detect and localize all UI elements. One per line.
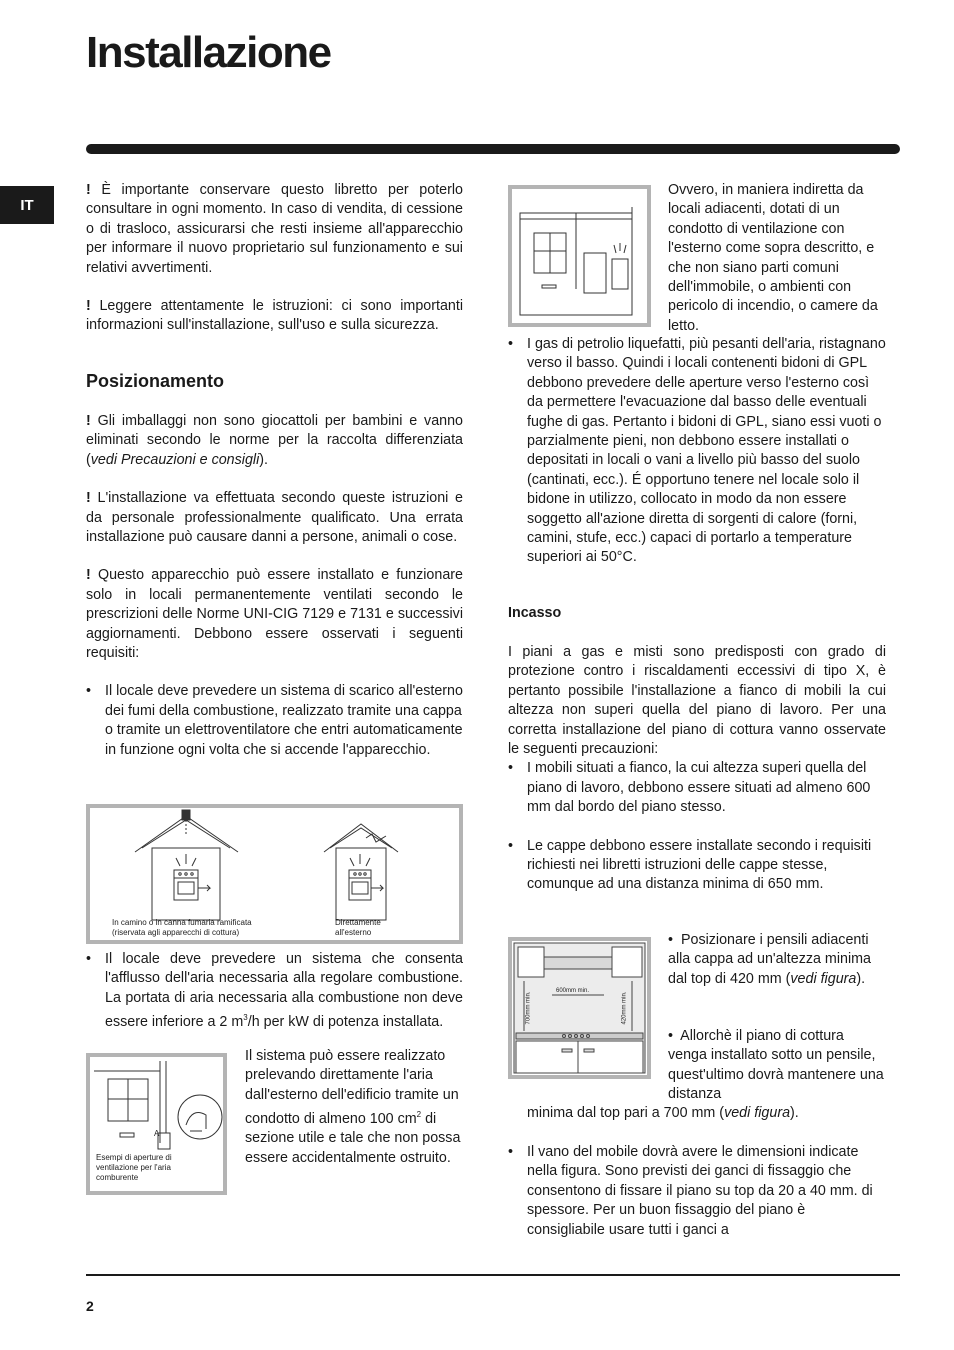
ventilation-description: Il sistema può essere realizzato prelevando direttamente l'aria dall'esterno dell'edificio tramite un condotto di almeno 100 $cm^2$ di sezione utile e tale che non possa essere accidentalmente ostruito.	[245, 1048, 461, 1166]
list-item-vano: • Il vano del mobile dovrà avere le dimensioni indicate nella figura. Sono previsti dei ganci di fissaggio che consentono di fissare il piano su top da 20 a 40 mm. di spessore. Per un buon fissaggio del piano è consigliabile usare tutti i ganci a	[508, 1144, 873, 1238]
incasso-body: I piani a gas e misti sono predisposti con grado di protezione contro i riscaldamenti eccessivi di tipo X, è pertanto possibile l'installazione a fianco di mobili la cui altezza non superi quella del piano di lavoro. Per una corretta installazione del piano di cottura vanno osservate le seguenti precauzioni: • I mobili situati a fianco, la cui altezza superi quella del piano di lavoro, debbono essere situati ad almeno 600 mm dal bordo del piano stesso. • Le cappe debbono essere installate secondo i requisiti richiesti nei libretti istruzioni delle cappe stesse, comunque ad una distanza minima di 650 mm.	[508, 643, 886, 895]
list-item-aria: • Il locale deve prevedere un sistema che consenta l'afflusso dell'aria necessaria alla regolare combustione. La portata di aria necessaria alla combustione non deve essere inferiore a 2 $m^3/h$ per kW di potenza installata.	[86, 951, 463, 1030]
section-heading-incasso: Incasso	[508, 605, 562, 621]
list-item-scarico: • Il locale deve prevedere un sistema di scarico all'esterno dei fumi della combustione, realizzato tramite una cappa o tramite un elettroventilatore che entri automaticamente in funzione ogni volta che si accende l'apparecchio.	[86, 683, 463, 758]
figure-label-700: 700mm min.	[525, 991, 532, 1025]
cross-reference: vedi Precauzioni e consigli	[90, 451, 260, 468]
section-heading-posizionamento: Posizionamento	[86, 371, 225, 391]
intro-note-2: ! Leggere attentamente le istruzioni: ci sono importanti informazioni sull'installazione, sull'uso e sulla sicurezza.	[86, 298, 463, 334]
figure-cabinet-distances	[508, 937, 651, 1079]
list-item-pensili: • Posizionare i pensili adiacenti alla cappa ad un'altezza minima dal top di 420 mm (vedi figura).	[668, 932, 872, 987]
figure-label-600: 600mm min.	[556, 988, 590, 994]
indirect-ventilation-text: Ovvero, in maniera indiretta da locali adiacenti, dotati di un condotto di ventilazione con l'esterno come sopra descritto, e che non siano parti comuni dell'immobile, o ambienti con pericolo di incendio, o camere da letto.	[668, 182, 878, 334]
left-column-body	[86, 412, 463, 760]
list-item-gpl: • I gas di petrolio liquefatti, più pesanti dell'aria, ristagnano verso il basso. Quindi i locali contenenti bidoni di GPL debbono prevedere delle aperture verso l'esterno così da permettere l'evacuazione dal basso delle eventuali fughe di gas. Pertanto i bidoni di GPL, siano essi vuoti o parzialmente pieni, non debbono essere installati o depositati in locali o vani a livello più basso del suolo (cantinati, ecc.). É opportuno tenere nel locale solo il bidone in utilizzo, collocato in modo da non essere soggetto all'azione diretta di sorgenti di calore (forni, camini, stufe, ecc.) capaci di portarlo a temperature superiori ai 50°C.	[508, 336, 886, 566]
left-column	[86, 181, 463, 336]
page-number: 2	[86, 1298, 94, 1314]
note-imballaggi: ! Gli imballaggi non sono giocattoli per bambini e vanno eliminati secondo le norme per la raccolta differenziata (vedi Precauzioni e consigli).	[86, 413, 463, 468]
footer-divider	[86, 1274, 900, 1276]
figure-label-420: 420mm min.	[621, 991, 628, 1025]
intro-note-1: ! È importante conservare questo libretto per poterlo consultare in ogni momento. In caso di vendita, di cessione o di trasloco, assicurarsi che resti insieme all'apparecchio per informare il nuovo proprietario sul funzionamento e sui relativi avvertimenti.	[86, 182, 464, 276]
note-installazione: ! L'installazione va effettuata secondo queste istruzioni e da personale professionalmente qualificato. Una errata installazione può causare danni a persone, animali o cose.	[86, 490, 464, 546]
figure-label-a: A	[154, 1129, 160, 1138]
language-tab: IT	[0, 186, 54, 224]
figure-caption-direct: Direttamente all'esterno	[335, 918, 381, 937]
note-ventilazione: ! Questo apparecchio può essere installato e funzionare solo in locali permanentemente ventilati secondo le prescrizioni delle Norme UNI-CIG 7129 e 7131 e successivi aggiornamenti. Debbono essere osservati i seguenti requisiti:	[86, 567, 463, 662]
figure-caption-chimney: In camino o in canna fumaria ramificata (riservata agli apparecchi di cottura)	[112, 918, 252, 937]
list-item-allorche-cont: minima dal top pari a 700 mm (vedi figura).	[527, 1105, 799, 1121]
list-item-allorche: • Allorchè il piano di cottura venga installato sotto un pensile, quest'ultimo dovrà mantenere una distanza	[668, 1028, 884, 1103]
figure-caption-ventilation: Esempi di aperture di ventilazione per l'aria comburente	[96, 1153, 172, 1182]
figure-indirect-ventilation	[508, 185, 651, 327]
title-divider	[86, 144, 900, 154]
figure-exhaust-examples	[86, 804, 463, 944]
page-title: Installazione	[86, 28, 331, 77]
list-item-cappe: • Le cappe debbono essere installate secondo i requisiti richiesti nei libretti istruzioni delle cappe stesse, comunque ad una distanza minima di 650 mm.	[508, 837, 872, 893]
list-item-mobili: • I mobili situati a fianco, la cui altezza superi quella del piano di lavoro, debbono essere situati ad almeno 600 mm dal bordo del piano stesso.	[508, 760, 871, 816]
figure-ventilation-openings	[86, 1053, 227, 1195]
